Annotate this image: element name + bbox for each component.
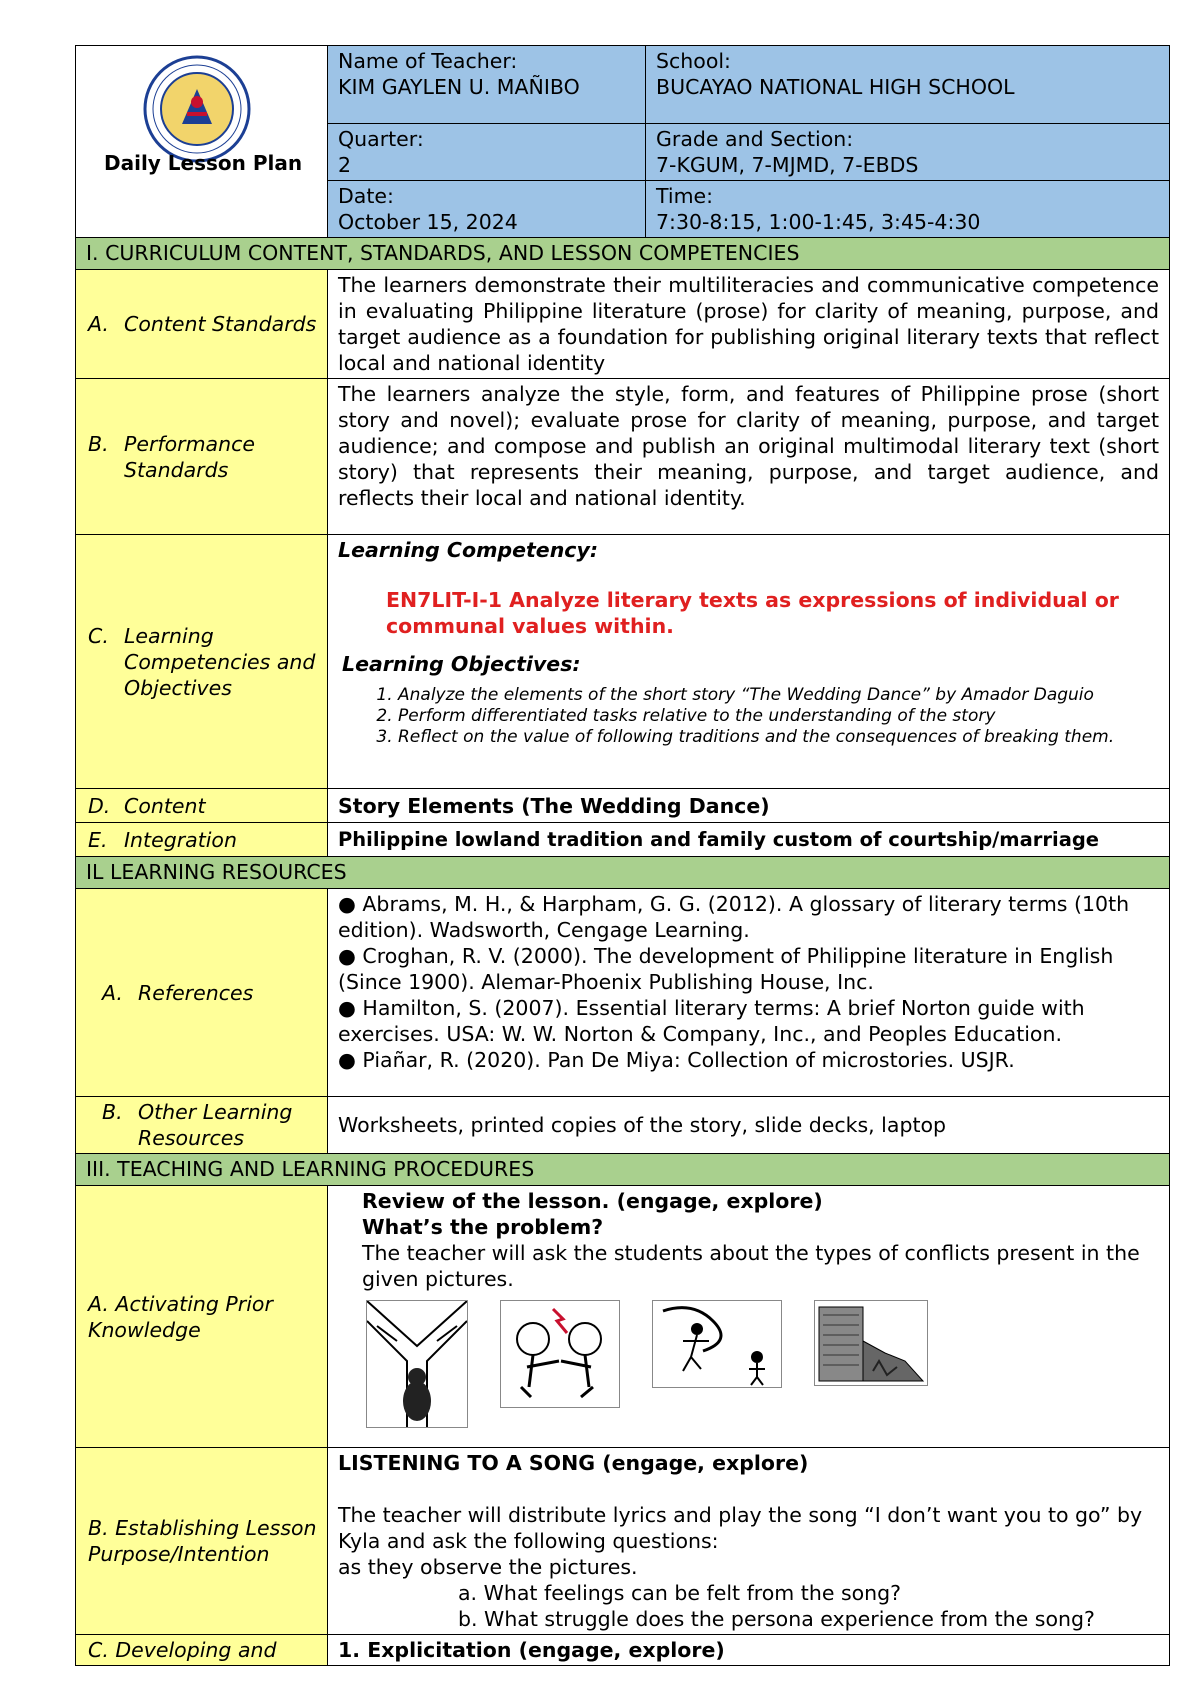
activating-prior-knowledge-label: A. Activating Prior Knowledge <box>76 1186 328 1448</box>
other-resources-text: Worksheets, printed copies of the story, slide decks, laptop <box>328 1097 1170 1154</box>
teacher-cell <box>328 46 646 124</box>
school-cell <box>646 46 1170 124</box>
learning-competencies-cell <box>328 535 1170 789</box>
song-questions <box>338 1580 1159 1632</box>
integration-text: Philippine lowland tradition and family custom of courtship/marriage <box>328 823 1170 857</box>
competency-text: EN7LIT-I-1 Analyze literary texts as expressions of individual or communal values within. <box>386 588 1119 638</box>
date-cell <box>328 181 646 238</box>
grade-value: 7-KGUM, 7-MJMD, 7-EBDS <box>656 153 919 177</box>
activating-prior-knowledge-cell <box>328 1186 1170 1448</box>
content-text: Story Elements (The Wedding Dance) <box>328 789 1170 823</box>
grade-label: Grade and Section: <box>656 127 854 151</box>
quarter-value: 2 <box>338 153 352 177</box>
competency-heading: Learning Competency: <box>338 538 599 562</box>
date-label: Date: <box>338 184 394 208</box>
song-question: a. What feelings can be felt from the song? <box>458 1581 902 1605</box>
conflict-picture-kids-fighting <box>500 1300 620 1408</box>
song-heading: LISTENING TO A SONG (engage, explore) <box>338 1451 809 1475</box>
objectives-heading: Learning Objectives: <box>342 652 581 676</box>
section-2-title: IL LEARNING RESOURCES <box>76 857 1170 889</box>
teacher-label: Name of Teacher: <box>338 49 518 73</box>
document-label: Daily Lesson Plan <box>104 151 303 175</box>
school-name: BUCAYAO NATIONAL HIGH SCHOOL <box>656 75 1015 99</box>
reference-item: ● Croghan, R. V. (2000). The development of Philippine literature in English (Since 1900). Alemar-Phoenix Publishing House, Inc. <box>338 944 1114 994</box>
quarter-cell <box>328 124 646 181</box>
section-3-title: III. TEACHING AND LEARNING PROCEDURES <box>76 1154 1170 1186</box>
song-instructions: The teacher will distribute lyrics and play the song “I don’t want you to go” by Kyla and ask the following questions: <box>338 1503 1143 1553</box>
conflict-picture-collapsed-building <box>814 1300 928 1386</box>
song-instructions-2: as they observe the pictures. <box>338 1555 638 1579</box>
objective-item: 1. Analyze the elements of the short story “The Wedding Dance” by Amador Daguio <box>398 685 1159 706</box>
explicitation-heading: 1. Explicitation (engage, explore) <box>328 1635 1170 1666</box>
other-resources-label: B. Other Learning Resources <box>76 1097 328 1154</box>
content-standards-text: The learners demonstrate their multiliteracies and communicative competence in evaluating Philippine literature (prose) for clarity of meaning, purpose, and target audience as a foundation for publishing original literary texts that reflect local and national identity <box>328 270 1170 379</box>
conflict-pictures <box>338 1300 1159 1428</box>
objective-item: 2. Perform differentiated tasks relative to the understanding of the story <box>398 706 1159 727</box>
references-cell <box>328 889 1170 1097</box>
time-cell <box>646 181 1170 238</box>
deped-header-cell <box>76 46 328 238</box>
section-1-title: I. CURRICULUM CONTENT, STANDARDS, AND LESSON COMPETENCIES <box>76 238 1170 270</box>
deped-seal-icon <box>142 54 252 164</box>
performance-standards-label: B. Performance Standards <box>76 379 328 535</box>
establishing-purpose-cell <box>328 1448 1170 1635</box>
song-question: b. What struggle does the persona experience from the song? <box>458 1607 1095 1631</box>
teacher-name: KIM GAYLEN U. MAÑIBO <box>338 75 580 99</box>
quarter-label: Quarter: <box>338 127 424 151</box>
time-label: Time: <box>656 184 714 208</box>
daily-lesson-plan-table <box>75 45 1170 1666</box>
time-value: 7:30-8:15, 1:00-1:45, 3:45-4:30 <box>656 210 981 234</box>
review-heading: Review of the lesson. (engage, explore) <box>362 1189 823 1213</box>
content-standards-label: A. Content Standards <box>76 270 328 379</box>
establishing-purpose-label: B. Establishing Lesson Purpose/Intention <box>76 1448 328 1635</box>
references-list <box>338 891 1159 1073</box>
school-label: School: <box>656 49 731 73</box>
conflict-picture-person-vs-nature <box>652 1300 782 1388</box>
performance-standards-text: The learners analyze the style, form, and features of Philippine prose (short story and novel); evaluate prose for clarity of meaning, purpose, and target audience; and compose and publish an original multimodal literary text (short story) that represents their meaning, purpose, and target audience, and reflects their local and national identity. <box>328 379 1170 535</box>
review-text: The teacher will ask the students about the types of conflicts present in the given pictures. <box>362 1241 1140 1291</box>
integration-label: E. Integration <box>76 823 328 857</box>
objectives-list <box>338 685 1159 748</box>
references-label: A. References <box>76 889 328 1097</box>
conflict-picture-crossroads <box>366 1300 468 1428</box>
reference-item: ● Abrams, M. H., & Harpham, G. G. (2012). A glossary of literary terms (10th edition). Wadsworth, Cengage Learning. <box>338 892 1130 942</box>
content-label: D. Content <box>76 789 328 823</box>
reference-item: ● Piañar, R. (2020). Pan De Miya: Collection of microstories. USJR. <box>338 1048 1015 1072</box>
objective-item: 3. Reflect on the value of following traditions and the consequences of breaking them. <box>398 727 1159 748</box>
grade-cell <box>646 124 1170 181</box>
problem-heading: What’s the problem? <box>362 1215 604 1239</box>
developing-label: C. Developing and <box>76 1635 328 1666</box>
date-value: October 15, 2024 <box>338 210 518 234</box>
learning-competencies-label: C. Learning Competencies and Objectives <box>76 535 328 789</box>
reference-item: ● Hamilton, S. (2007). Essential literary terms: A brief Norton guide with exercises. USA: W. W. Norton & Company, Inc., and Peoples Education. <box>338 996 1085 1046</box>
